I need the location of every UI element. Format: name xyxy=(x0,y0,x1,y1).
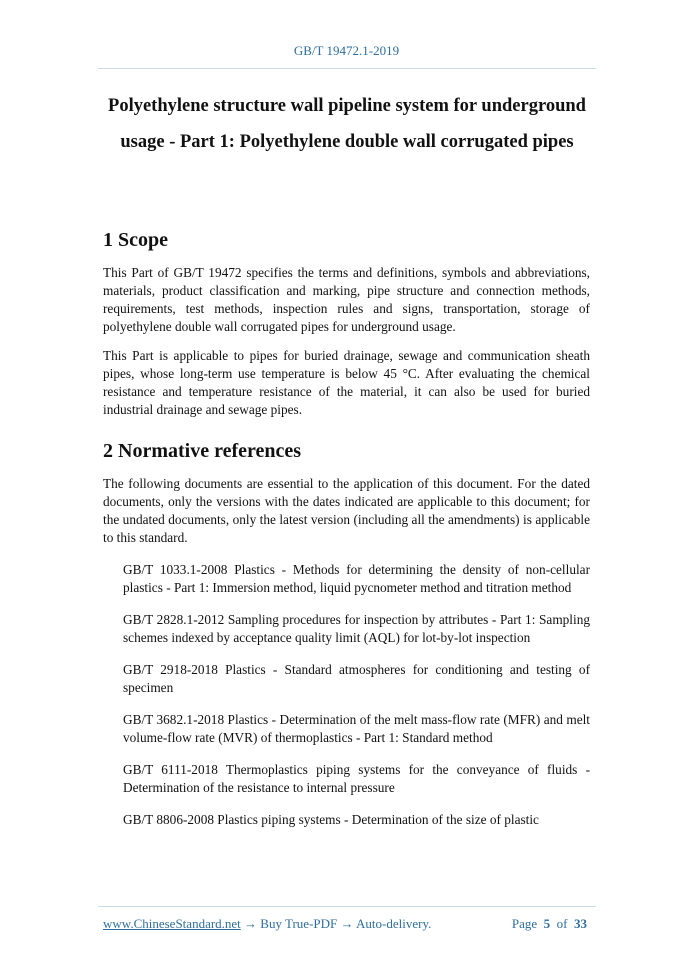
website-link[interactable]: www.ChineseStandard.net xyxy=(103,916,241,931)
footer-promo-text: → Buy True-PDF → Auto-delivery. xyxy=(240,916,432,931)
paragraph: The following documents are essential to the application of this document. For the dated documents, only the versions with the dates indicated are applicable to this document; for the undated documents, only the latest version (including all the amendments) is applicable to this standard. xyxy=(103,476,590,545)
of-label: of xyxy=(556,916,568,931)
reference-item: GB/T 2828.1-2012 Sampling procedures for inspection by attributes - Part 1: Sampling schemes indexed by acceptance quality limit (AQL) for lot-by-lot inspection xyxy=(123,612,590,645)
reference-item: GB/T 2918-2018 Plastics - Standard atmospheres for conditioning and testing of specimen xyxy=(123,662,590,695)
reference-item: GB/T 1033.1-2008 Plastics - Methods for determining the density of non-cellular plastics - Part 1: Immersion method, liquid pycnometer method and titration method xyxy=(123,562,590,595)
page-label: Page xyxy=(511,916,538,931)
title-line-2: usage - Part 1: Polyethylene double wall corrugated pipes xyxy=(120,132,574,152)
page-number xyxy=(512,916,587,932)
footer xyxy=(103,916,587,932)
paragraph: This Part of GB/T 19472 specifies the terms and definitions, symbols and abbreviations, materials, product classification and marking, pipe structure and connection methods, requirements, test methods, inspection rules and signs, transportation, storage of polyethylene double wall corrugated pipes for underground usage. xyxy=(103,265,590,334)
reference-item: GB/T 8806-2008 Plastics piping systems - Determination of the size of plastic xyxy=(123,812,539,827)
header-doc-id: GB/T 19472.1-2019 xyxy=(293,43,400,58)
paragraph: This Part is applicable to pipes for buried drainage, sewage and communication sheath pipes, whose long-term use temperature is below 45 °C. After evaluating the chemical resistance and temperature resistance of the material, it can also be used for buried industrial drainage and sewage pipes. xyxy=(103,348,590,417)
footer-divider xyxy=(98,906,596,907)
section-heading-scope: 1 Scope xyxy=(103,229,168,251)
section-heading-normative-references: 2 Normative references xyxy=(103,440,302,462)
reference-item: GB/T 6111-2018 Thermoplastics piping systems for the conveyance of fluids - Determination of the resistance to internal pressure xyxy=(123,762,590,795)
total-pages: 33 xyxy=(574,916,587,931)
reference-item: GB/T 3682.1-2018 Plastics - Determination of the melt mass-flow rate (MFR) and melt volume-flow rate (MVR) of thermoplastics - Part 1: Standard method xyxy=(123,712,590,745)
header-divider xyxy=(98,68,596,69)
footer-promo xyxy=(103,916,431,932)
content xyxy=(103,226,590,843)
current-page: 5 xyxy=(543,916,551,931)
document-title xyxy=(98,88,596,160)
title-line-1: Polyethylene structure wall pipeline system for underground xyxy=(108,96,586,116)
